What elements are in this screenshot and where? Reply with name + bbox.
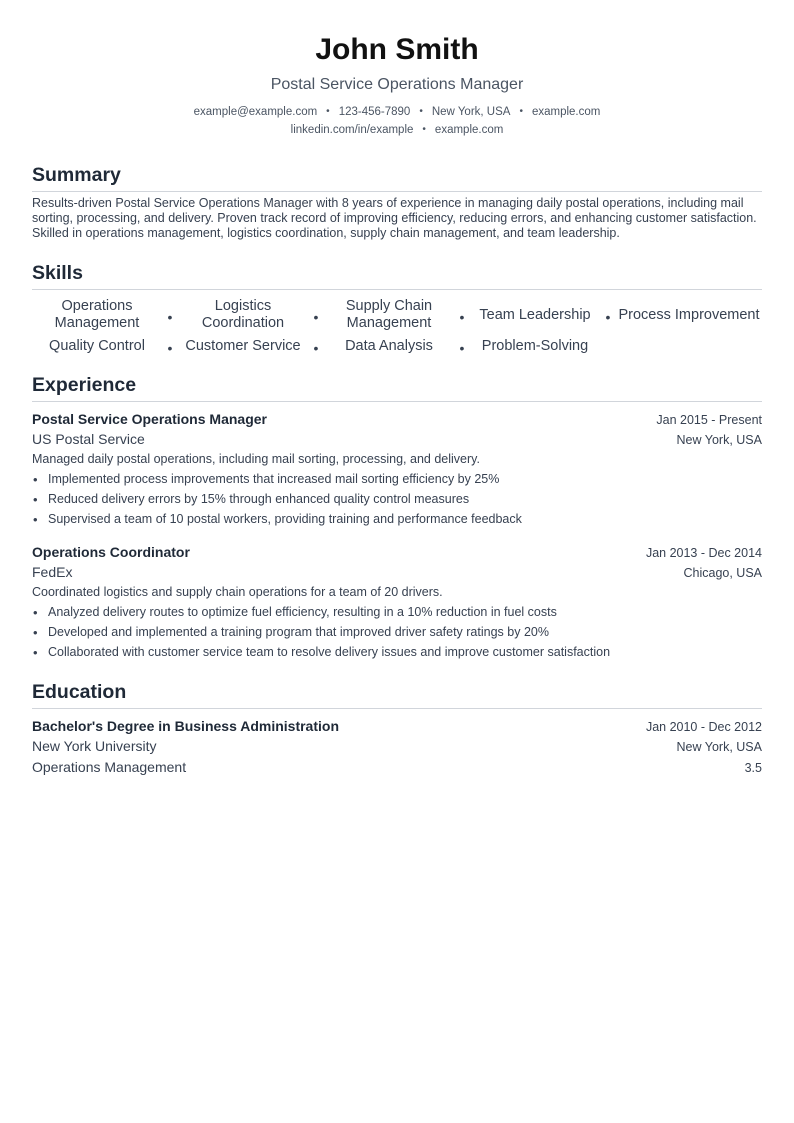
bullet-icon: • [33,625,38,640]
job-dates: Jan 2015 - Present [656,413,762,427]
skills-section [32,261,762,356]
bullet-icon: • [33,492,38,507]
skill-item: Quality Control [49,337,145,354]
skill-separator: • [459,340,465,356]
job-bullet: • Implemented process improvements that increased mail sorting efficiency by 25% [32,469,762,489]
resume-header [0,0,794,139]
skills-heading: Skills [32,261,762,290]
candidate-title: Postal Service Operations Manager [270,76,524,93]
job-entry [32,409,762,529]
education-dates: Jan 2010 - Dec 2012 [645,720,762,734]
job-dates: Jan 2013 - Dec 2014 [645,546,762,560]
contact-website-2[interactable]: example.com [434,124,504,136]
skill-item: Operations Management [54,298,140,331]
job-bullet: • Analyzed delivery routes to optimize fuel efficiency, resulting in a 10% reduction in fuel costs [32,602,762,622]
education-entry [32,716,762,778]
summary-text: Results-driven Postal Service Operations Manager with 8 years of experience in managing daily postal operations, including mail sorting, processing, and delivery. Proven track record of improving efficiency, reducing errors, and enhancing customer satisfaction. Skilled in operations management, logistics coordination, supply chain management, and team leadership. [32,196,757,240]
contact-line-1 [0,103,794,121]
job-bullet: • Collaborated with customer service team to resolve delivery issues and improve customer satisfaction [32,642,762,662]
job-bullet: • Developed and implemented a training program that improved driver safety ratings by 20% [32,622,762,642]
skill-item: Customer Service [185,337,301,354]
contact-linkedin[interactable]: linkedin.com/in/example [290,124,414,136]
skill-separator: • [313,340,319,356]
contact-separator: • [519,106,523,117]
job-location: Chicago, USA [683,566,762,580]
candidate-name: John Smith [315,33,479,66]
experience-section [32,373,762,662]
skill-separator: • [459,309,465,325]
summary-section [32,163,762,241]
job-title: Operations Coordinator [32,544,190,560]
job-company: US Postal Service [32,431,145,447]
education-field: Operations Management [32,759,187,775]
job-location: New York, USA [676,433,762,447]
skill-separator: • [313,309,319,325]
contact-location: New York, USA [431,106,511,118]
skill-item: Logistics Coordination [201,298,285,331]
contact-line-2 [0,121,794,139]
skill-item: Team Leadership [479,306,591,323]
experience-heading: Experience [32,373,762,402]
job-entry [32,542,762,662]
skills-row-1 [32,298,762,332]
job-company: FedEx [32,564,73,580]
bullet-icon: • [33,472,38,487]
skill-separator: • [605,309,611,325]
skill-separator: • [167,309,173,325]
bullet-icon: • [33,645,38,660]
education-school: New York University [32,738,157,754]
job-title: Postal Service Operations Manager [32,411,267,427]
job-description: Coordinated logistics and supply chain operations for a team of 20 drivers. [32,585,443,599]
contact-separator: • [419,106,423,117]
education-section [32,680,762,778]
job-bullet: • Supervised a team of 10 postal workers, providing training and performance feedback [32,509,762,529]
contact-email[interactable]: example@example.com [193,106,318,118]
job-description: Managed daily postal operations, including mail sorting, processing, and delivery. [32,452,480,466]
bullet-icon: • [33,605,38,620]
education-gpa: 3.5 [744,761,762,775]
education-heading: Education [32,680,762,709]
skill-separator: • [167,340,173,356]
skill-item: Supply Chain Management [345,298,433,331]
education-degree: Bachelor's Degree in Business Administration [32,718,340,734]
job-bullets [32,602,762,662]
job-bullet: • Reduced delivery errors by 15% through enhanced quality control measures [32,489,762,509]
contact-separator: • [422,124,426,135]
skill-item: Problem-Solving [481,337,589,354]
bullet-icon: • [33,512,38,527]
contact-separator: • [326,106,330,117]
summary-heading: Summary [32,163,762,192]
skill-item: Data Analysis [345,337,433,354]
education-location: New York, USA [676,740,762,754]
job-bullets [32,469,762,529]
skills-row-2 [32,336,762,356]
contact-website[interactable]: example.com [531,106,601,118]
skill-item: Process Improvement [618,306,760,323]
contact-phone[interactable]: 123-456-7890 [338,106,411,118]
